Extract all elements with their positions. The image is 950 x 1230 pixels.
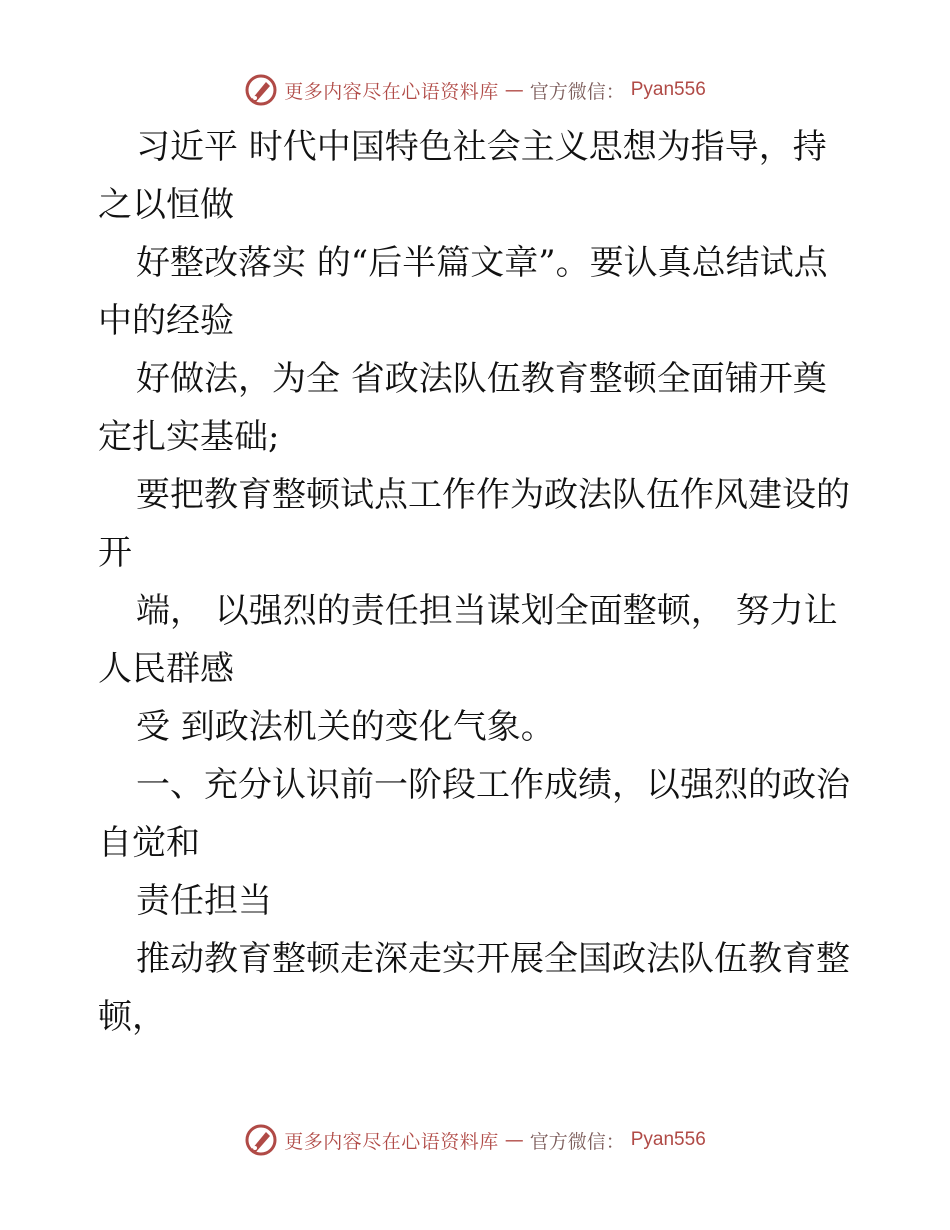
- paragraph: 推动教育整顿走深走实开展全国政法队伍教育整顿，: [98, 939, 850, 1037]
- watermark-id: Pyan556: [630, 1129, 706, 1150]
- watermark-text: 更多内容尽在心语资料库: [284, 80, 499, 103]
- pen-logo-icon: [244, 73, 278, 107]
- paragraph: 要把教育整顿试点工作作为政法队伍作风建设的开: [98, 475, 850, 573]
- document-body: [98, 118, 858, 1046]
- watermark-text: 更多内容尽在心语资料库: [284, 1130, 499, 1153]
- paragraph: 受 到政法机关的变化气象。: [136, 707, 555, 747]
- watermark-dash: —: [504, 1129, 524, 1151]
- watermark-id: Pyan556: [630, 79, 706, 100]
- paragraph: 责任担当: [136, 881, 272, 921]
- paragraph: 端， 以强烈的责任担当谋划全面整顿， 努力让人民群感: [98, 591, 838, 689]
- watermark-label: 官方微信：: [529, 1130, 625, 1153]
- paragraph: 好整改落实 的“后半篇文章”。要认真总结试点中的经验: [98, 243, 828, 341]
- watermark-label: 官方微信：: [529, 80, 625, 103]
- paragraph: 习近平 时代中国特色社会主义思想为指导，持之以恒做: [98, 127, 827, 225]
- paragraph: 好做法，为全 省政法队伍教育整顿全面铺开奠定扎实基础;: [98, 359, 827, 457]
- pen-logo-icon: [244, 1123, 278, 1157]
- watermark-dash: —: [504, 79, 524, 101]
- footer-watermark: [0, 1120, 950, 1160]
- paragraph: 一、充分认识前一阶段工作成绩，以强烈的政治自觉和: [98, 765, 850, 863]
- header-watermark: [0, 70, 950, 110]
